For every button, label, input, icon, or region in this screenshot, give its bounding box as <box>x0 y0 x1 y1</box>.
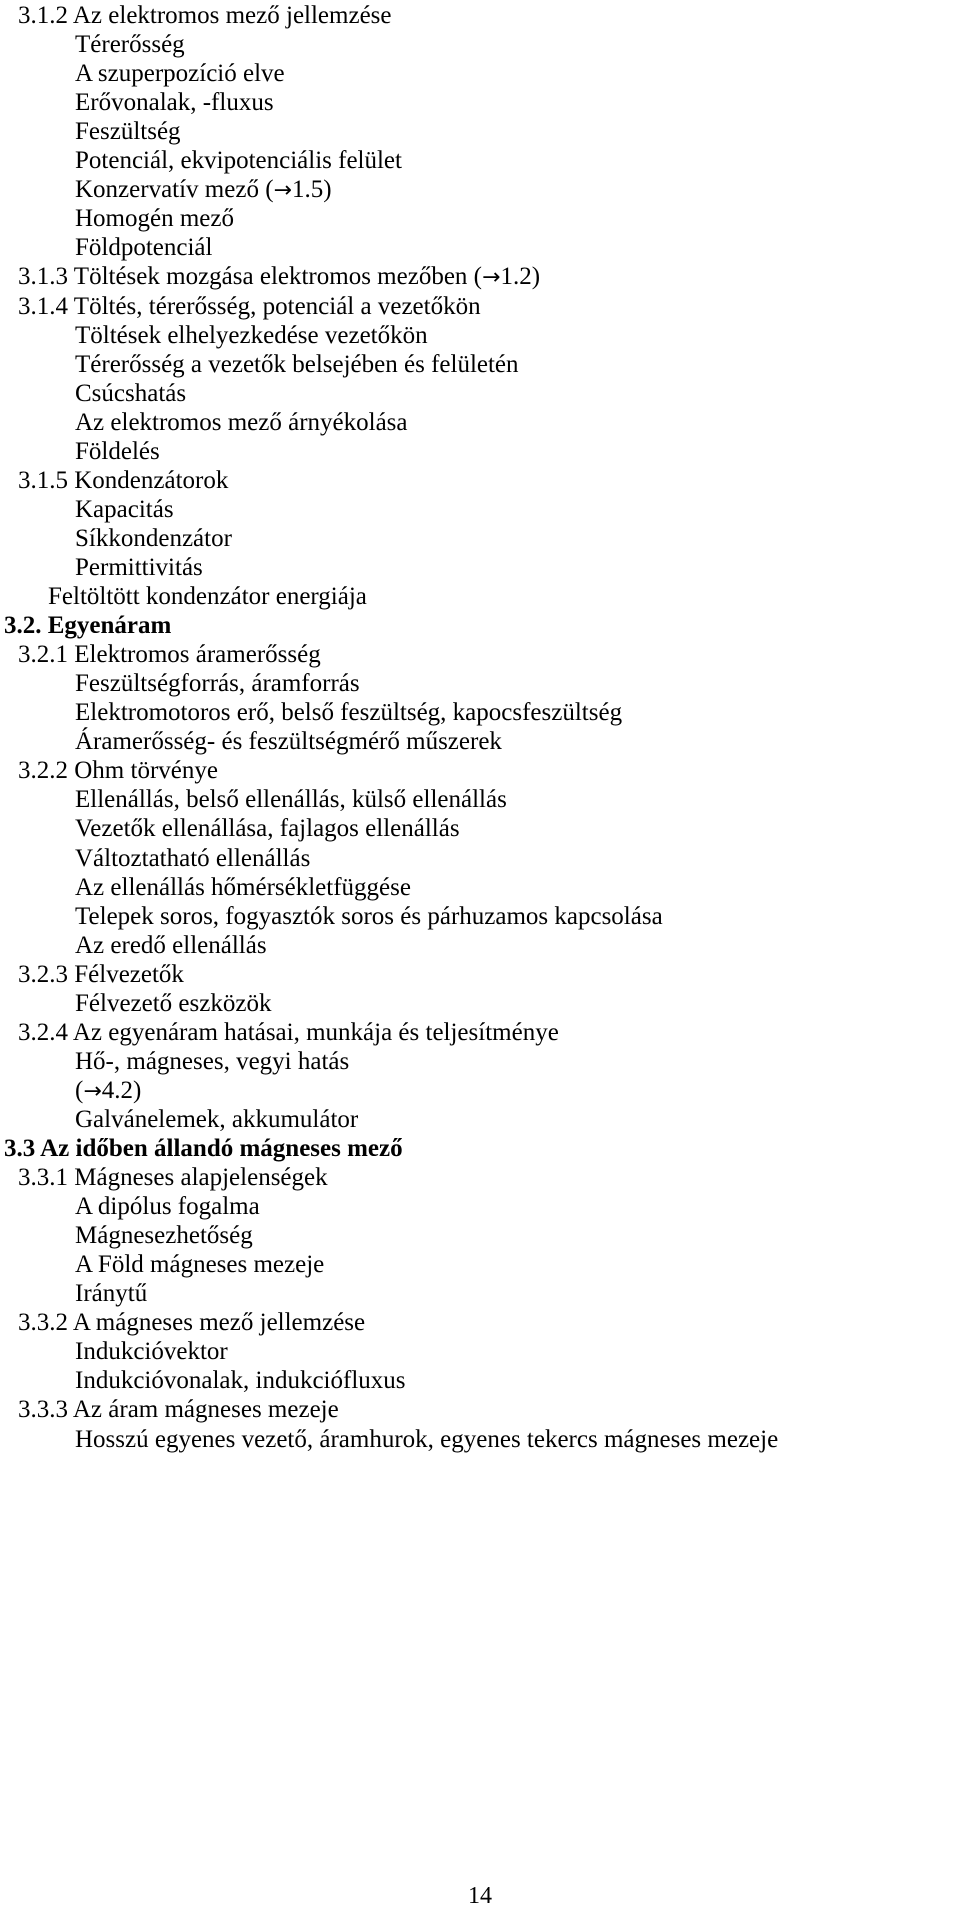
toc-subitem: Erővonalak, -fluxus <box>75 89 274 117</box>
arrow-right-icon: → <box>273 178 292 204</box>
toc-subitem: Kapacitás <box>75 495 174 523</box>
toc-subitem <box>75 175 332 205</box>
toc-text: Konzervatív mező ( <box>75 176 274 204</box>
toc-item: 3.2.1 Elektromos áramerősség <box>18 641 321 669</box>
toc-subitem: Feszültség <box>75 118 181 146</box>
toc-item: Feltöltött kondenzátor energiája <box>48 583 367 610</box>
toc-subitem: Térerősség <box>75 31 185 59</box>
toc-subitem: Galvánelemek, akkumulátor <box>75 1105 359 1133</box>
toc-item: 3.3.3 Az áram mágneses mezeje <box>18 1396 339 1424</box>
toc-subitem: Ellenállás, belső ellenállás, külső ellenállás <box>75 786 507 814</box>
section-heading: 3.3 Az időben állandó mágneses mező <box>4 1135 403 1162</box>
toc-subitem: Indukcióvektor <box>75 1338 228 1366</box>
toc-subitem: Iránytű <box>75 1280 148 1308</box>
toc-subitem: Mágnesezhetőség <box>75 1222 253 1250</box>
toc-subitem: Síkkondenzátor <box>75 524 232 552</box>
toc-text: 1.5) <box>291 176 332 204</box>
toc-subitem: Vezetők ellenállása, fajlagos ellenállás <box>75 815 460 843</box>
toc-subitem: Térerősség a vezetők belsejében és felületén <box>75 350 519 378</box>
toc-subitem: Telepek soros, fogyasztók soros és párhuzamos kapcsolása <box>75 902 663 930</box>
toc-subitem: Földpotenciál <box>75 234 213 262</box>
toc-subitem: Hosszú egyenes vezető, áramhurok, egyenes tekercs mágneses mezeje <box>75 1425 779 1453</box>
toc-subitem: Feszültségforrás, áramforrás <box>75 670 360 698</box>
toc-subitem: Potenciál, ekvipotenciális felület <box>75 147 402 175</box>
toc-item: 3.3.2 A mágneses mező jellemzése <box>18 1309 366 1337</box>
toc-subitem: Földelés <box>75 437 160 465</box>
toc-item: 3.3.1 Mágneses alapjelenségek <box>18 1164 328 1191</box>
toc-subitem: Változtatható ellenállás <box>75 844 311 872</box>
toc-item: 3.1.2 Az elektromos mező jellemzése <box>18 2 392 29</box>
toc-subitem: Hő-, mágneses, vegyi hatás <box>75 1047 350 1075</box>
toc-item <box>18 262 540 292</box>
toc-item: 3.1.5 Kondenzátorok <box>18 466 229 494</box>
toc-subitem: Töltések elhelyezkedése vezetőkön <box>75 321 428 349</box>
toc-subitem: Permittivitás <box>75 554 203 581</box>
toc-item: 3.2.2 Ohm törvénye <box>18 757 218 785</box>
toc-subitem: A szuperpozíció elve <box>75 60 285 88</box>
toc-subitem: Az eredő ellenállás <box>75 931 267 959</box>
toc-text: 1.2) <box>500 263 541 291</box>
toc-subitem: Félvezető eszközök <box>75 989 272 1017</box>
toc-subitem: Indukcióvonalak, indukciófluxus <box>75 1367 406 1395</box>
toc-text: 4.2) <box>101 1076 142 1104</box>
toc-item: 3.2.3 Félvezetők <box>18 960 184 988</box>
toc-subitem: Elektromotoros erő, belső feszültség, kapocsfeszültség <box>75 699 623 727</box>
arrow-right-icon: → <box>83 1078 102 1104</box>
toc-text: ( <box>75 1076 84 1104</box>
section-heading: 3.2. Egyenáram <box>4 612 172 640</box>
toc-subitem: A dipólus fogalma <box>75 1193 260 1220</box>
toc-subitem: Homogén mező <box>75 205 234 233</box>
toc-subitem: Áramerősség- és feszültségmérő műszerek <box>75 728 502 756</box>
toc-subitem <box>75 1076 141 1106</box>
arrow-right-icon: → <box>482 265 501 291</box>
toc-subitem: Az ellenállás hőmérsékletfüggése <box>75 873 411 901</box>
toc-subitem: Az elektromos mező árnyékolása <box>75 408 408 436</box>
toc-subitem: A Föld mágneses mezeje <box>75 1251 325 1279</box>
toc-item: 3.1.4 Töltés, térerősség, potenciál a vezetőkön <box>18 292 481 320</box>
toc-text: 3.1.3 Töltések mozgása elektromos mezőben ( <box>18 263 482 291</box>
toc-item: 3.2.4 Az egyenáram hatásai, munkája és teljesítménye <box>18 1018 559 1046</box>
page-number: 14 <box>468 1883 492 1909</box>
toc-subitem: Csúcshatás <box>75 379 187 407</box>
